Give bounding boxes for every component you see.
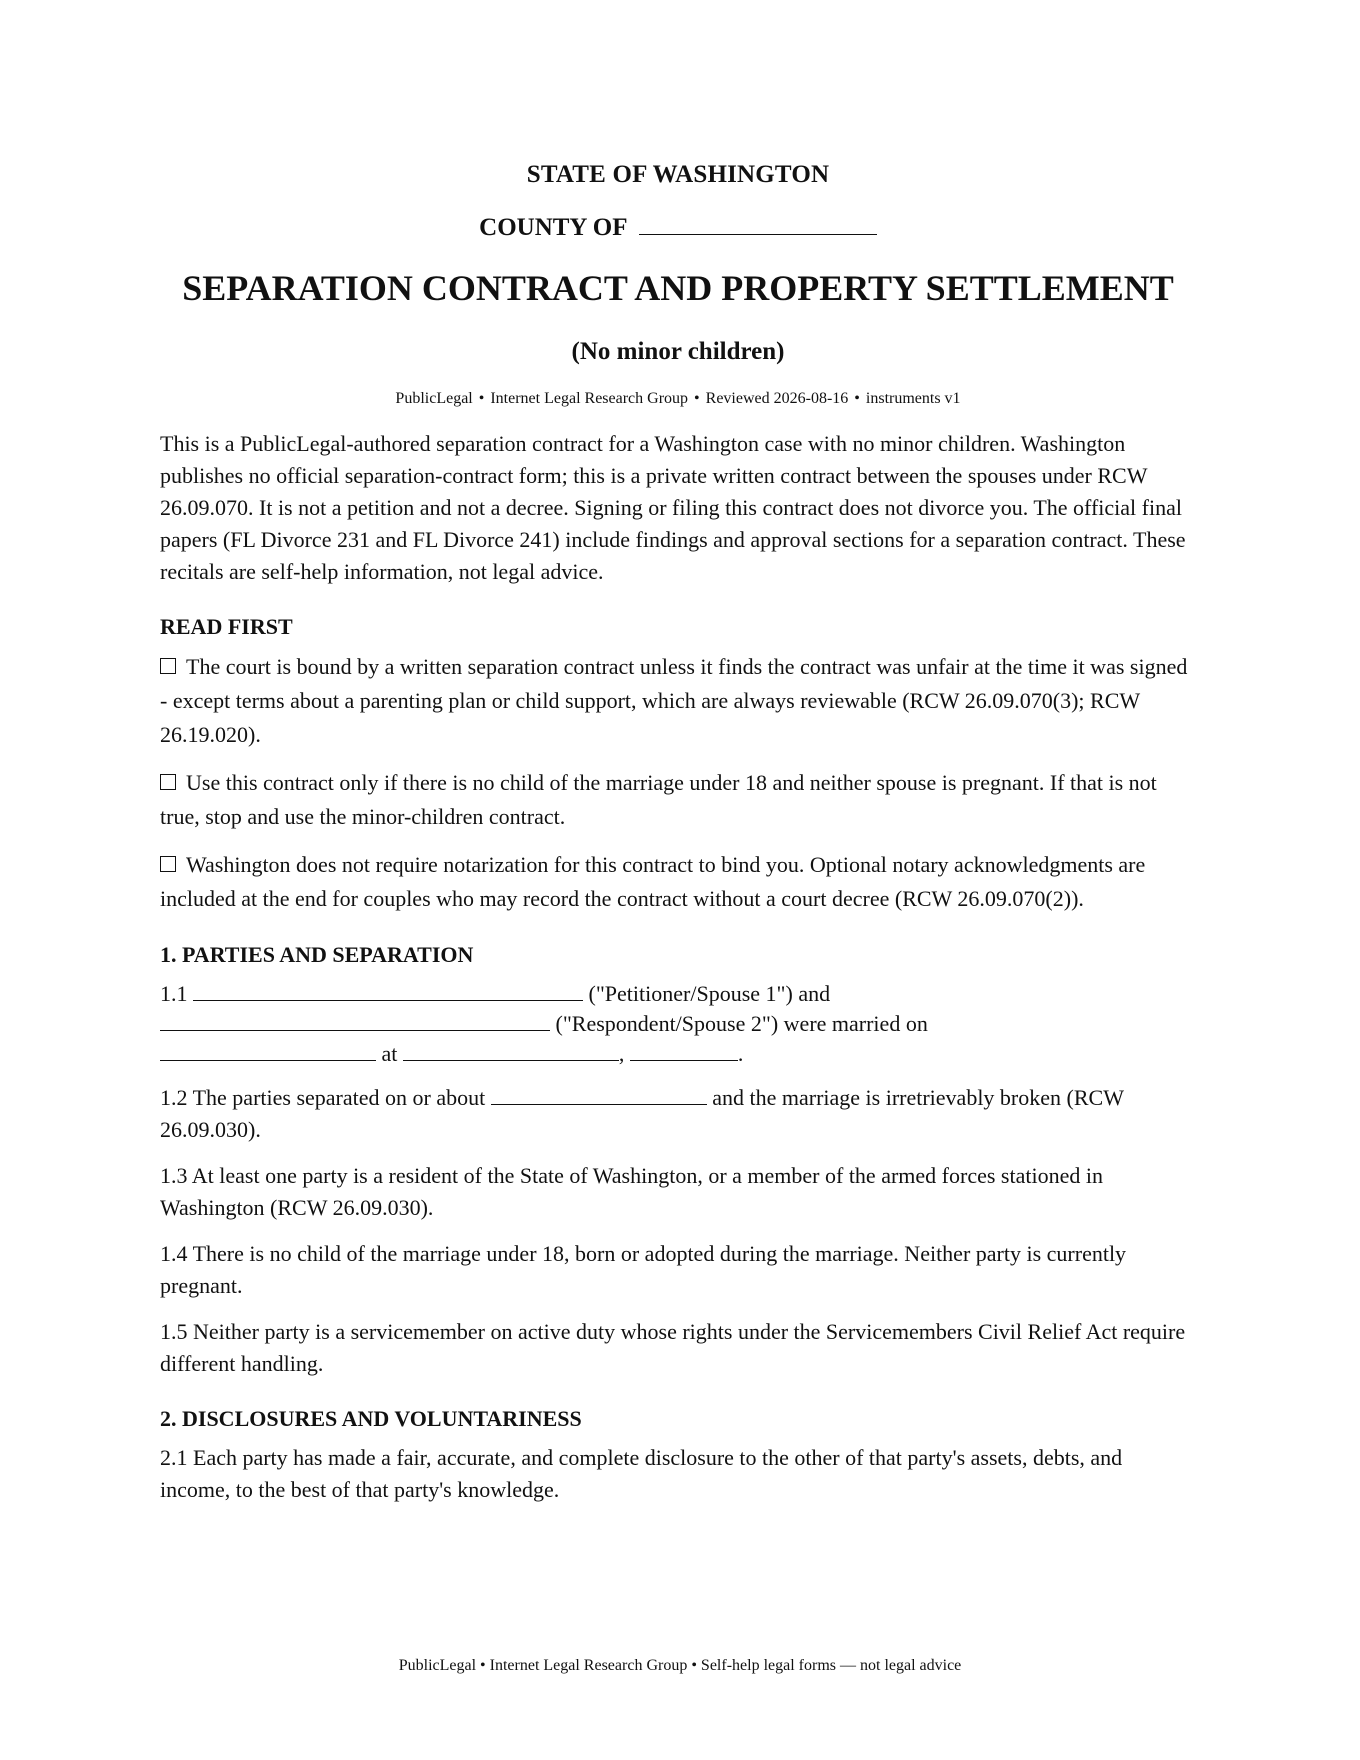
clause-1-2-text-a: 1.2 The parties separated on or about	[160, 1085, 486, 1110]
clause-1-1-text-b: ("Respondent/Spouse 2") were married on	[555, 1011, 928, 1036]
clause-1-5: 1.5 Neither party is a servicemember on active duty whose rights under the Servicemembers Civil Relief Act require different handling.	[160, 1319, 1186, 1376]
page-footer: PublicLegal • Internet Legal Research Group • Self-help legal forms — not legal advice	[398, 1657, 962, 1674]
checkbox[interactable]	[160, 658, 176, 674]
marriage-state-blank[interactable]	[630, 1038, 738, 1061]
marriage-city-blank[interactable]	[403, 1038, 619, 1061]
clause-1-1-period: .	[737, 1041, 744, 1066]
read-first-heading: READ FIRST	[160, 614, 293, 639]
clause-2-1: 2.1 Each party has made a fair, accurate, and complete disclosure to the other of that party's assets, debts, and income, to the best of that party's knowledge.	[160, 1445, 1123, 1502]
spouse-1-name-blank[interactable]	[193, 978, 583, 1001]
read-first-item-text: Washington does not require notarization for this contract to bind you. Optional notary acknowledgments are included at the end for couples who may record the contract without a court decree (RCW 26.09.070(2)).	[160, 852, 1146, 911]
meta-group: Internet Legal Research Group	[490, 390, 689, 407]
county-blank[interactable]	[639, 212, 877, 235]
separation-date-blank[interactable]	[491, 1082, 707, 1105]
spouse-2-name-blank[interactable]	[160, 1008, 550, 1031]
read-first-item	[160, 766, 1196, 834]
clause-1-2	[160, 1082, 1196, 1146]
meta-separator: •	[854, 390, 860, 407]
document-meta	[160, 388, 1196, 410]
document-body	[160, 158, 1196, 1520]
clause-1-1	[160, 978, 1196, 1068]
document-subtitle: (No minor children)	[571, 338, 785, 365]
marriage-date-blank[interactable]	[160, 1038, 376, 1061]
read-first-item-text: Use this contract only if there is no child of the marriage under 18 and neither spouse is pregnant. If that is not true, stop and use the minor-children contract.	[160, 770, 1157, 829]
meta-separator: •	[478, 390, 485, 407]
meta-publisher: PublicLegal	[395, 390, 473, 407]
read-first-item	[160, 650, 1196, 752]
clause-number: 1.1	[160, 981, 188, 1006]
clause-1-3: 1.3 At least one party is a resident of the State of Washington, or a member of the armed forces stationed in Washington (RCW 26.09.030).	[160, 1163, 1103, 1220]
checkbox[interactable]	[160, 774, 176, 790]
meta-reviewed: Reviewed 2026-08-16	[705, 390, 849, 407]
meta-version: instruments v1	[865, 390, 961, 407]
read-first-item-text: The court is bound by a written separation contract unless it finds the contract was unfair at the time it was signed - except terms about a parenting plan or child support, which are always reviewable (RCW 26.09.070(3); RCW 26.19.020).	[160, 654, 1188, 747]
checkbox[interactable]	[160, 856, 176, 872]
meta-separator: •	[694, 390, 700, 407]
clause-1-2-text-b: and the marriage is irretrievably broken (RCW 26.09.030).	[160, 1085, 1124, 1142]
intro-paragraph: This is a PublicLegal-authored separation contract for a Washington case with no minor children. Washington publishes no official separation-contract form; this is a private written contract between the spouses under RCW 26.09.070. It is not a petition and not a decree. Signing or filing this contract does not divorce you. The official final papers (FL Divorce 231 and FL Divorce 241) include findings and approval sections for a separation contract. These recitals are self-help information, not legal advice.	[160, 431, 1186, 584]
clause-1-1-text-c: at	[381, 1041, 398, 1066]
county-label: COUNTY OF	[479, 214, 627, 241]
clause-1-1-comma: ,	[618, 1041, 625, 1066]
county-line	[160, 212, 1196, 244]
read-first-item	[160, 848, 1196, 916]
clause-1-4: 1.4 There is no child of the marriage under 18, born or adopted during the marriage. Neither party is currently pregnant.	[160, 1241, 1127, 1298]
section-2-heading: 2. DISCLOSURES AND VOLUNTARINESS	[160, 1406, 582, 1431]
document-header	[160, 158, 1196, 410]
clause-1-1-text-a: ("Petitioner/Spouse 1") and	[588, 981, 831, 1006]
state-title: STATE OF WASHINGTON	[526, 161, 830, 188]
section-1-heading: 1. PARTIES AND SEPARATION	[160, 942, 474, 967]
document-title: SEPARATION CONTRACT AND PROPERTY SETTLEMENT	[182, 268, 1174, 308]
